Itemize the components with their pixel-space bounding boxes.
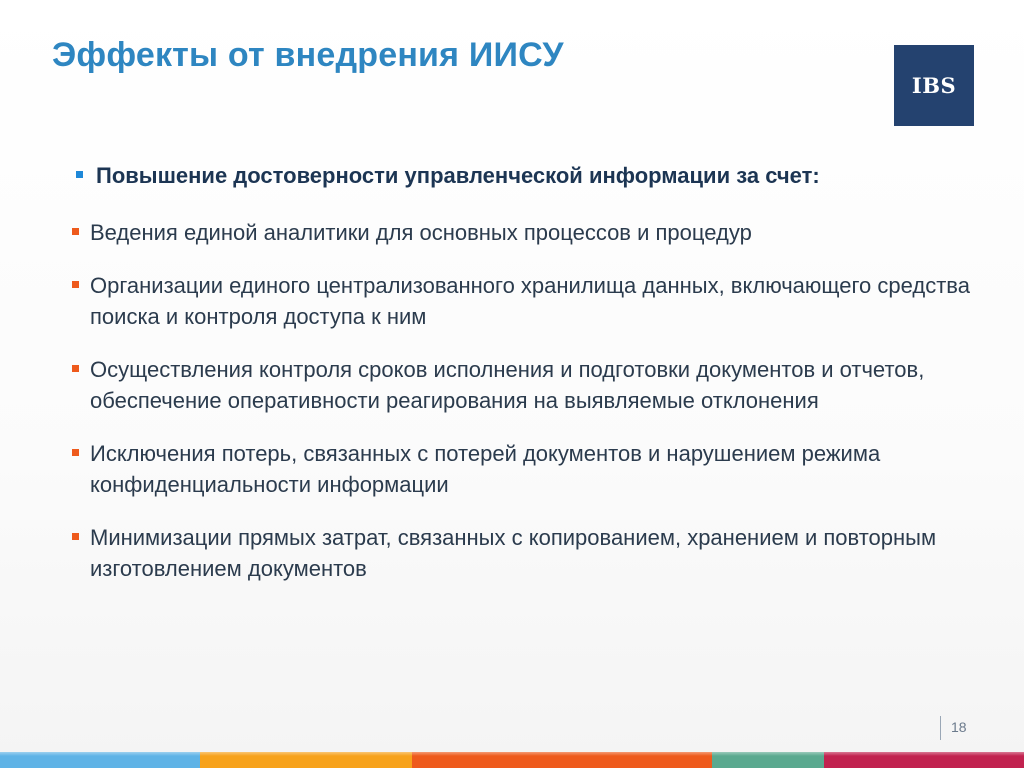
- main-point: [70, 160, 970, 191]
- sub-point: [70, 217, 970, 248]
- sub-point: [70, 354, 970, 416]
- sub-bullet-icon: [72, 449, 79, 456]
- sub-point-text: Ведения единой аналитики для основных процессов и процедур: [90, 220, 752, 245]
- slide-content: [70, 160, 970, 606]
- footer-segment-green: [712, 752, 824, 768]
- sub-bullet-icon: [72, 533, 79, 540]
- page-number-divider: [940, 716, 941, 740]
- sub-bullet-icon: [72, 228, 79, 235]
- slide-title: Эффекты от внедрения ИИСУ: [52, 36, 564, 74]
- footer-segment-yellow: [200, 752, 412, 768]
- footer-segment-orange: [412, 752, 712, 768]
- sub-point-text: Минимизации прямых затрат, связанных с копированием, хранением и повторным изготовлением документов: [90, 525, 937, 581]
- sub-point: [70, 522, 970, 584]
- footer-segment-red: [824, 752, 1024, 768]
- sub-point-text: Осуществления контроля сроков исполнения и подготовки документов и отчетов, обеспечение оперативности реагирования на выявляемые отклонения: [90, 357, 925, 413]
- sub-point-text: Исключения потерь, связанных с потерей документов и нарушением режима конфиденциальности информации: [90, 441, 881, 497]
- sub-bullet-icon: [72, 365, 79, 372]
- footer-color-bar: [0, 752, 1024, 768]
- logo-text: IBS: [911, 73, 957, 98]
- sub-point-text: Организации единого централизованного хранилища данных, включающего средства поиска и контроля доступа к ним: [90, 273, 970, 329]
- ibs-logo: [894, 45, 974, 126]
- main-point-text: Повышение достоверности управленческой информации за счет:: [96, 163, 820, 188]
- footer-segment-blue: [0, 752, 200, 768]
- page-number: 18: [951, 719, 967, 735]
- sub-point: [70, 270, 970, 332]
- main-bullet-icon: [76, 171, 83, 178]
- sub-bullet-icon: [72, 281, 79, 288]
- sub-point: [70, 438, 970, 500]
- sub-point-list: [70, 217, 970, 584]
